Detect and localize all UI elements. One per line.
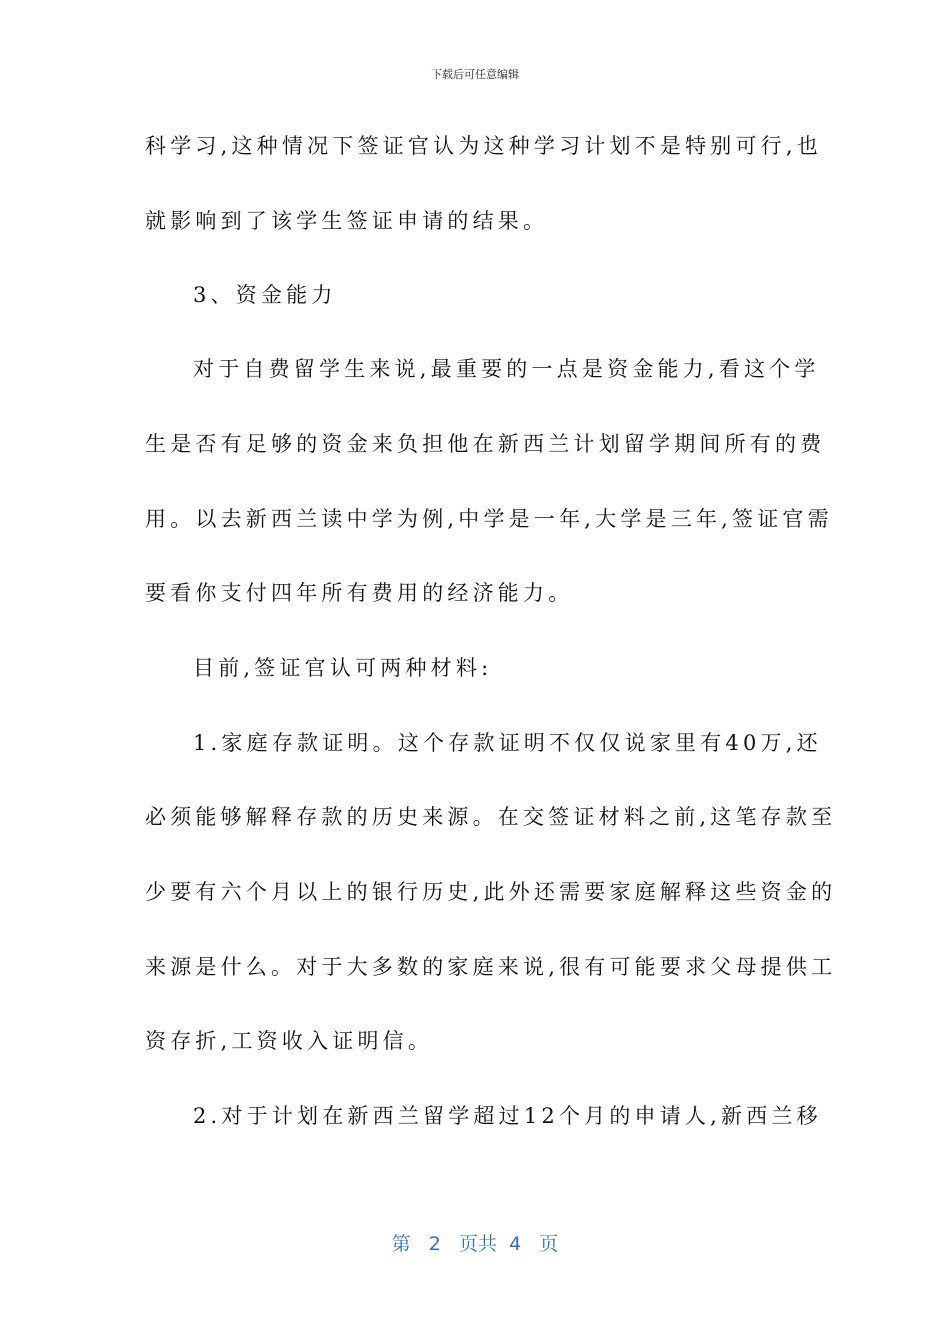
paragraph-line: 对于自费留学生来说,最重要的一点是资金能力,看这个学 xyxy=(193,357,820,381)
page-header-note: 下载后可任意编辑 xyxy=(431,68,519,81)
paragraph-line: 来源是什么。对于大多数的家庭来说,很有可能要求父母提供工 xyxy=(145,955,837,979)
paragraph-line: 用。以去新西兰读中学为例,中学是一年,大学是三年,签证官需 xyxy=(145,507,833,531)
paragraph-line: 要看你支付四年所有费用的经济能力。 xyxy=(145,581,574,605)
page-label-prefix: 第 xyxy=(391,1233,411,1255)
list-item-line: 1.家庭存款证明。这个存款证明不仅仅说家里有40万,还 xyxy=(193,731,822,755)
paragraph-line: 必须能够解释存款的历史来源。在交签证材料之前,这笔存款至 xyxy=(145,805,837,829)
page-footer xyxy=(0,1229,950,1256)
paragraph-line: 生是否有足够的资金来负担他在新西兰计划留学期间所有的费 xyxy=(145,432,826,456)
page-label-mid: 页共 xyxy=(459,1233,498,1255)
paragraph-line: 就影响到了该学生签证申请的结果。 xyxy=(145,209,549,233)
total-pages-number: 4 xyxy=(509,1233,522,1255)
paragraph-line: 目前,签证官认可两种材料: xyxy=(193,656,493,680)
section-heading: 3、资金能力 xyxy=(193,283,337,307)
page-label-suffix: 页 xyxy=(539,1233,559,1255)
paragraph-line: 资存折,工资收入证明信。 xyxy=(145,1029,434,1053)
paragraph-line: 科学习,这种情况下签证官认为这种学习计划不是特别可行,也 xyxy=(145,134,822,158)
list-item-line: 2.对于计划在新西兰留学超过12个月的申请人,新西兰移 xyxy=(193,1104,822,1128)
current-page-number: 2 xyxy=(428,1233,441,1255)
paragraph-line: 少要有六个月以上的银行历史,此外还需要家庭解释这些资金的 xyxy=(145,880,837,904)
